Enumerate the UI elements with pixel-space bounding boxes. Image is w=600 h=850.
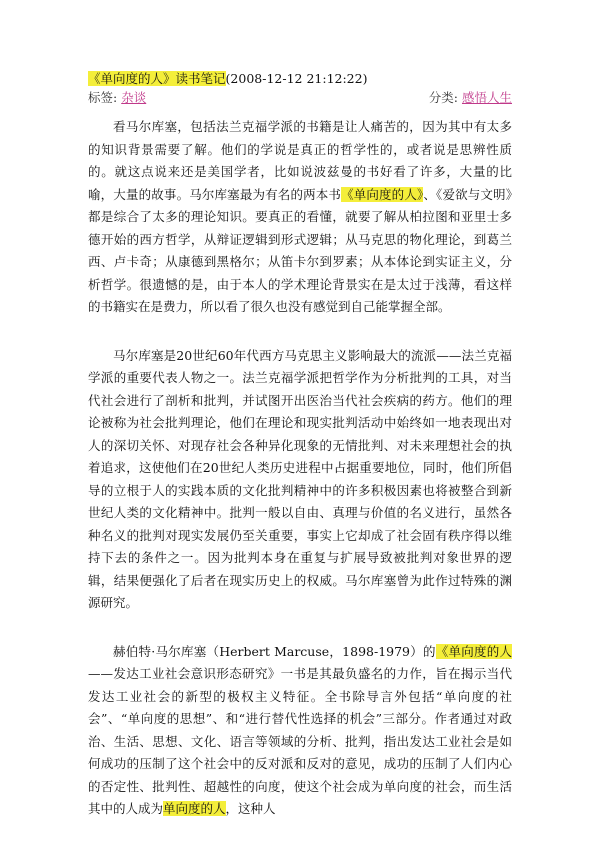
category-link[interactable]: 感悟人生 (461, 90, 512, 105)
title-suffix: 读书笔记 (175, 71, 226, 86)
tag-group (88, 89, 146, 107)
article-title (88, 70, 512, 88)
paragraph-3 (88, 641, 512, 821)
paragraph-2: 马尔库塞是20世纪60年代西方马克思主义影响最大的流派——法兰克福学派的重要代表人物之一。法兰克福学派把哲学作为分析批判的工具，对当代社会进行了剖析和批判，并试图开出医治当代社会疾病的药方。他们的理论被称为社会批判理论，他们在理论和现实批判活动中始终如一地表现出对人的深切关怀、对现存社会各种异化现象的无情批判、对未来理想社会的执着追求，这使他们在20世纪人类历史进程中占据重要地位，同时，他们所倡导的立根于人的实践本质的文化批判精神中的许多积极因素也将被整合到新世纪人类的文化精神中。批判一般以自由、真理与价值的名义进行，虽然各种名义的批判对现实发展仍至关重要，事实上它却成了社会固有秩序得以维持下去的条件之一。因为批判本身在重复与扩展导致被批判对象世界的逻辑，结果便强化了后者在现实历史上的权威。马尔库塞曾为此作过特殊的渊源研究。 (88, 347, 512, 610)
p1-text-a: 看马尔库塞，包括法兰克福学派的书籍是让人痛苦的，因为其中有太多的知识背景需要了解。他们的学说是真正的哲学性的，或者说是思辨性质的。就这点说来还是美国学者，比如说波兹曼的书好看了许多，大量的比喻，大量的故事。马尔库塞最为有名的两本书 (88, 119, 512, 202)
book-title-highlight: 《单向度的人》 (88, 71, 176, 86)
tag-label: 标签: (88, 90, 118, 105)
category-label: 分类: (428, 90, 458, 105)
tag-link[interactable]: 杂谈 (121, 90, 147, 105)
paragraph-1 (88, 116, 512, 319)
tag-bar (88, 89, 512, 107)
p1-highlight: 《单向度的人》 (341, 186, 424, 202)
category-group (429, 89, 512, 107)
blog-article (88, 70, 512, 821)
p3-highlight-1: 《单向度的人 (435, 643, 512, 659)
p3-text-c: ，这种人 (225, 801, 276, 816)
p1-text-b: 、《爱欲与文明》都是综合了太多的理论知识。要真正的看懂，就要了解从柏拉图和亚里士多德开始的西方哲学，从辩证逻辑到形式逻辑；从马克思的物化理论，到葛兰西、卢卡奇；从康德到黑格尔；从笛卡尔到罗素；从本体论到实证主义，分析哲学。很遗憾的是，由于本人的学术理论背景实在是太过于浅薄，看这样的书籍实在是费力，所以看了很久也没有感觉到自己能掌握全部。 (88, 186, 512, 314)
p3-highlight-2: 单向度的人 (163, 801, 226, 816)
post-datetime: (2008-12-12 21:12:22) (225, 71, 368, 86)
p3-text-b: ——发达工业社会意识形态研究》一书是其最负盛名的力作，旨在揭示当代发达工业社会的新型的极权主义特征。全书除导言外包括“单向度的社会”、“单向度的思想”、和“进行替代性选择的机会”三部分。作者通过对政治、生活、思想、文化、语言等领域的分析、批判，指出发达工业社会是如何成功的压制了这个社会中的反对派和反对的意见，成功的压制了人们内心的否定性、批判性、超越性的向度，使这个社会成为单向度的社会，而生活其中的人成为 (88, 666, 512, 816)
p3-text-a: 赫伯特·马尔库塞（Herbert Marcuse，1898-1979）的 (113, 643, 436, 659)
